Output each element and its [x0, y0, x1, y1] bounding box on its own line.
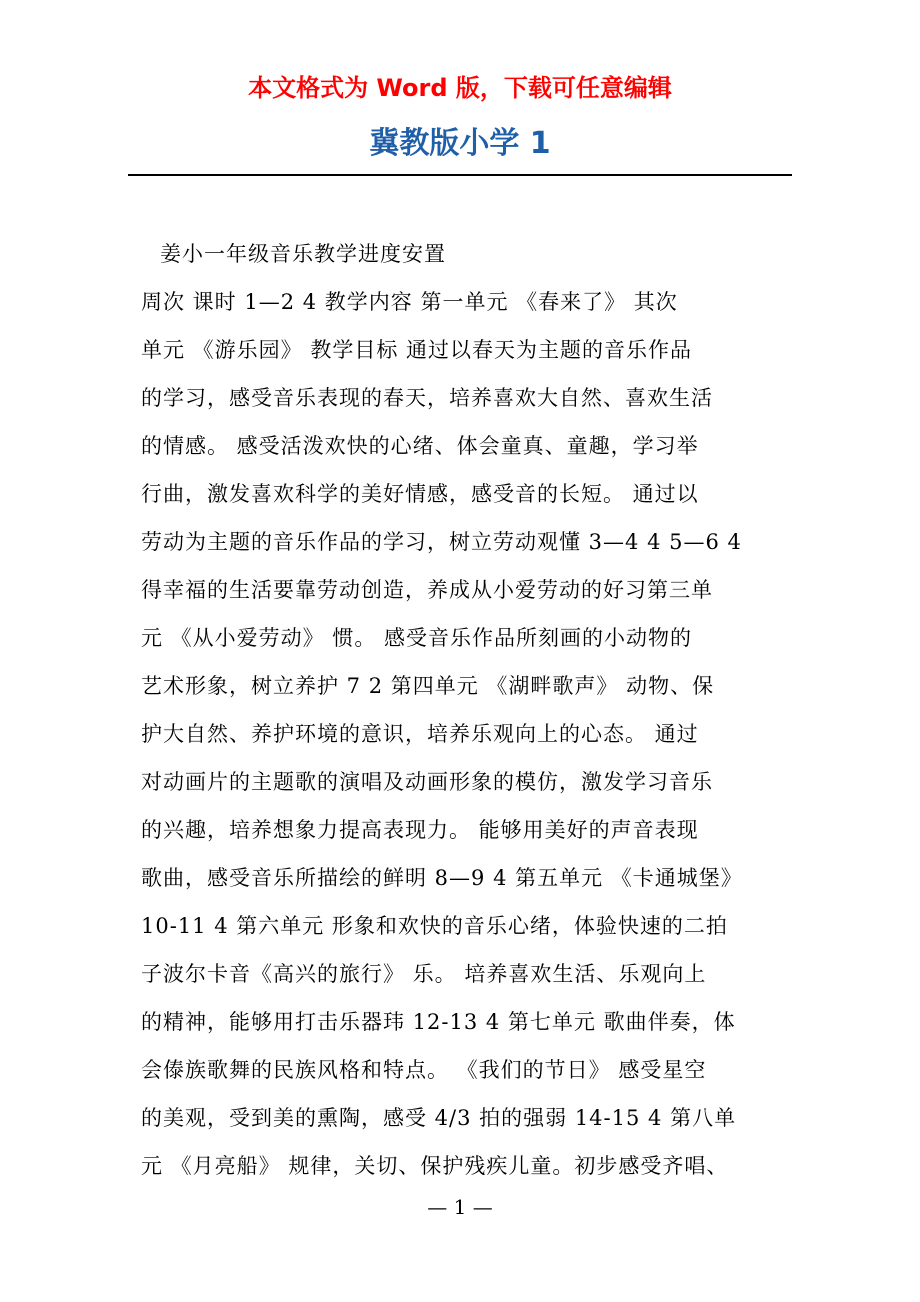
- text-line: 的兴趣，培养想象力提高表现力。 能够用美好的声音表现: [141, 818, 699, 842]
- text-line: 元 《从小爱劳动》 惯。 感受音乐作品所刻画的小动物的: [141, 626, 693, 650]
- text-line: 得幸福的生活要靠劳动创造，养成从小爱劳动的好习第三单: [141, 578, 713, 602]
- text-line: 的情感。 感受活泼欢快的心绪、体会童真、童趣，学习举: [141, 434, 699, 458]
- text-line: 单元 《游乐园》 教学目标 通过以春天为主题的音乐作品: [141, 338, 693, 362]
- body-text: [141, 278, 791, 1190]
- text-line: 艺术形象，树立养护 7 2 第四单元 《湖畔歌声》 动物、保: [141, 674, 715, 698]
- text-line: 行曲，激发喜欢科学的美好情感，感受音的长短。 通过以: [141, 482, 699, 506]
- text-line: 的美观，受到美的熏陶，感受 4/3 拍的强弱 14-15 4 第八单: [141, 1106, 737, 1130]
- text-line: 周次 课时 1—2 4 教学内容 第一单元 《春来了》 其次: [141, 290, 678, 314]
- text-line: 劳动为主题的音乐作品的学习，树立劳动观懂 3—4 4 5—6 4: [141, 530, 742, 554]
- header-divider: [128, 174, 792, 176]
- text-line: 10-11 4 第六单元 形象和欢快的音乐心绪，体验快速的二拍: [141, 914, 728, 938]
- document-title: 冀教版小学 1: [369, 126, 551, 161]
- section-subtitle: 姜小一年级音乐教学进度安置: [160, 242, 446, 266]
- text-line: 歌曲，感受音乐所描绘的鲜明 8—9 4 第五单元 《卡通城堡》: [141, 866, 743, 890]
- page-number: — 1 —: [427, 1195, 493, 1219]
- text-line: 的精神，能够用打击乐器玮 12-13 4 第七单元 歌曲伴奏，体: [141, 1010, 736, 1034]
- text-line: 对动画片的主题歌的演唱及动画形象的模仿，激发学习音乐: [141, 770, 713, 794]
- text-line: 会傣族歌舞的民族风格和特点。 《我们的节日》 感受星空: [141, 1058, 707, 1082]
- text-line: 的学习，感受音乐表现的春天，培养喜欢大自然、喜欢生活: [141, 386, 713, 410]
- text-line: 元 《月亮船》 规律，关切、保护残疾儿童。初步感受齐唱、: [141, 1154, 729, 1178]
- text-line: 子波尔卡音《高兴的旅行》 乐。 培养喜欢生活、乐观向上: [141, 962, 707, 986]
- download-notice: 本文格式为 Word 版，下载可任意编辑: [248, 74, 672, 102]
- text-line: 护大自然、养护环境的意识，培养乐观向上的心态。 通过: [141, 722, 699, 746]
